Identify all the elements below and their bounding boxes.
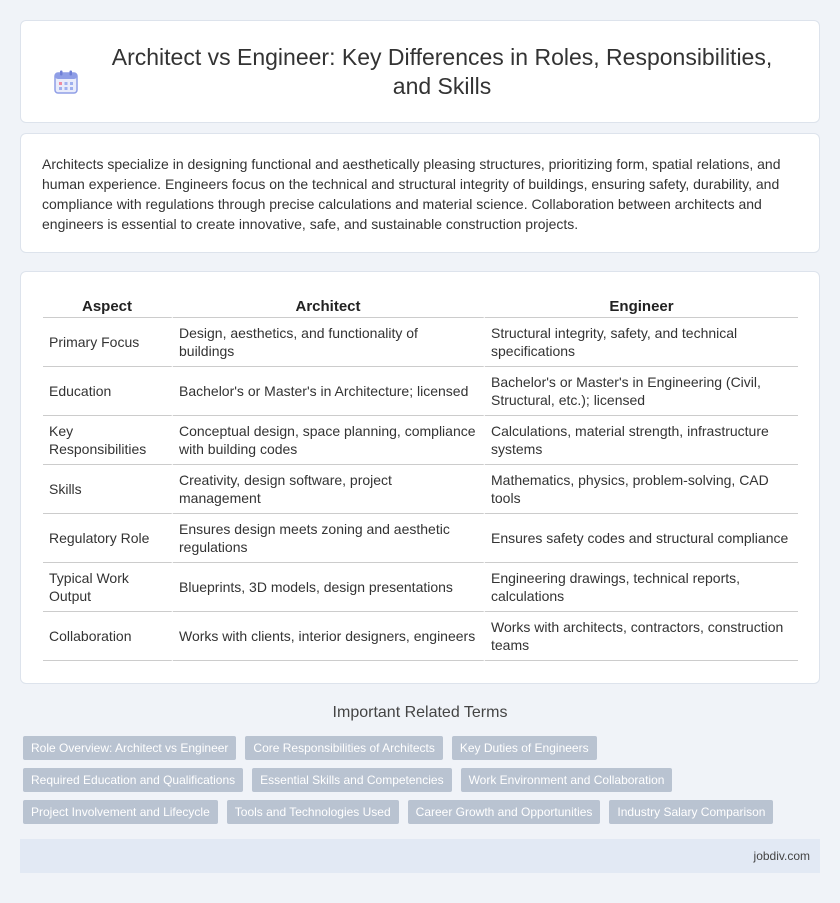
related-terms-title: Important Related Terms <box>332 704 508 721</box>
related-tag[interactable]: Tools and Technologies Used <box>227 800 399 824</box>
architect-cell: Works with clients, interior designers, engineers <box>173 612 485 661</box>
footer-site-link[interactable]: jobdiv.com <box>753 849 810 863</box>
table-row <box>43 612 798 661</box>
table-row <box>43 367 798 416</box>
related-tag[interactable]: Industry Salary Comparison <box>609 800 773 824</box>
architect-cell: Blueprints, 3D models, design presentations <box>173 563 485 612</box>
engineer-cell: Bachelor's or Master's in Engineering (Civil, Structural, etc.); licensed <box>485 367 798 416</box>
aspect-cell: Key Responsibilities <box>43 416 173 465</box>
header-card <box>20 20 820 123</box>
architect-cell: Conceptual design, space planning, compliance with building codes <box>173 416 485 465</box>
calendar-icon <box>53 69 79 95</box>
aspect-cell: Typical Work Output <box>43 563 173 612</box>
architect-cell: Creativity, design software, project management <box>173 465 485 514</box>
related-tag[interactable]: Role Overview: Architect vs Engineer <box>23 736 236 760</box>
aspect-cell: Skills <box>43 465 173 514</box>
architect-cell: Bachelor's or Master's in Architecture; licensed <box>173 367 485 416</box>
related-tag[interactable]: Required Education and Qualifications <box>23 768 243 792</box>
engineer-cell: Works with architects, contractors, construction teams <box>485 612 798 661</box>
related-tag[interactable]: Key Duties of Engineers <box>452 736 597 760</box>
related-tag[interactable]: Project Involvement and Lifecycle <box>23 800 218 824</box>
aspect-cell: Regulatory Role <box>43 514 173 563</box>
related-tag[interactable]: Essential Skills and Competencies <box>252 768 451 792</box>
related-tag[interactable]: Work Environment and Collaboration <box>461 768 673 792</box>
table-row <box>43 563 798 612</box>
table-row <box>43 416 798 465</box>
aspect-cell: Primary Focus <box>43 318 173 367</box>
related-terms-tags <box>23 736 823 824</box>
table-row <box>43 318 798 367</box>
header-architect: Architect <box>173 294 485 318</box>
aspect-cell: Education <box>43 367 173 416</box>
header-aspect: Aspect <box>43 294 173 318</box>
engineer-cell: Ensures safety codes and structural compliance <box>485 514 798 563</box>
intro-text: Architects specialize in designing functional and aesthetically pleasing structures, prioritizing form, spatial relations, and human experience. Engineers focus on the technical and structural integrity of buildings, ensuring safety, durability, and compliance with regulations through precise calculations and material science. Collaboration between architects and engineers is essential to create innovative, safe, and sustainable construction projects. <box>42 156 781 232</box>
comparison-table <box>43 294 798 661</box>
engineer-cell: Mathematics, physics, problem-solving, CAD tools <box>485 465 798 514</box>
aspect-cell: Collaboration <box>43 612 173 661</box>
table-row <box>43 514 798 563</box>
table-header-row <box>43 294 798 318</box>
architect-cell: Ensures design meets zoning and aesthetic regulations <box>173 514 485 563</box>
table-row <box>43 465 798 514</box>
architect-cell: Design, aesthetics, and functionality of buildings <box>173 318 485 367</box>
footer <box>20 839 820 873</box>
related-tag[interactable]: Core Responsibilities of Architects <box>245 736 442 760</box>
comparison-card <box>20 271 820 684</box>
related-tag[interactable]: Career Growth and Opportunities <box>408 800 601 824</box>
header-engineer: Engineer <box>485 294 798 318</box>
page-title: Architect vs Engineer: Key Differences in Roles, Responsibilities, and Skills <box>111 43 773 99</box>
engineer-cell: Engineering drawings, technical reports, calculations <box>485 563 798 612</box>
engineer-cell: Calculations, material strength, infrastructure systems <box>485 416 798 465</box>
intro-card <box>20 133 820 253</box>
engineer-cell: Structural integrity, safety, and technical specifications <box>485 318 798 367</box>
